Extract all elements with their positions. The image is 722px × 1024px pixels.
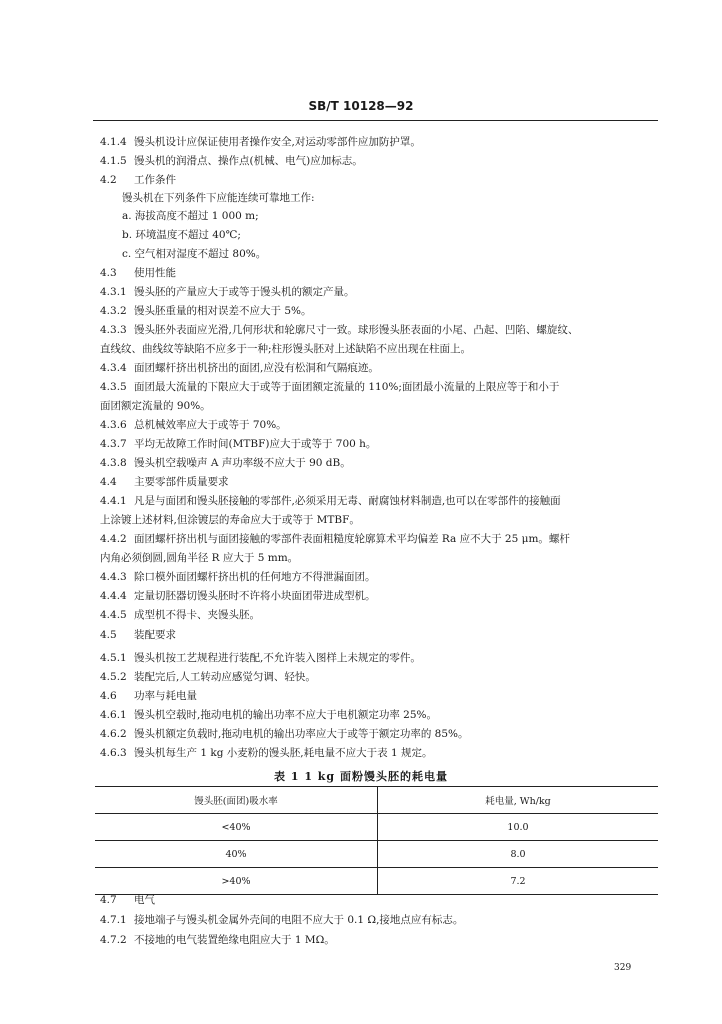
table-cell: 10.0 (378, 814, 659, 841)
table-header-row (95, 787, 658, 814)
table-cell: 7.2 (378, 868, 659, 895)
standard-code-header: SB/T 10128—92 (308, 99, 414, 113)
table-cell: >40% (95, 868, 378, 895)
clause-line: 馒头机在下列条件下应能连续可靠地工作: (122, 192, 315, 204)
clause-line: 4.6.3 馒头机每生产 1 kg 小麦粉的馒头胚,耗电量不应大于表 1 规定。 (100, 747, 433, 759)
page-number: 329 (614, 963, 632, 973)
list-item: c. 空气相对湿度不超过 80%。 (122, 248, 267, 260)
table-row (95, 868, 658, 895)
clause-line: 4.3.4 面团螺杆挤出机挤出的面团,应没有松洞和气隔痕迹。 (100, 362, 379, 374)
clause-line: 4.3.3 馒头胚外表面应光滑,几何形状和轮廓尺寸一致。球形馒头胚表面的小尾、凸起、凹陷、螺旋纹、 (100, 324, 579, 336)
clause-line: 4.4.2 面团螺杆挤出机与面团接触的零部件表面粗糙度轮廓算术平均偏差 Ra 应不大于 25 μm。螺杆 (100, 533, 570, 545)
clause-continuation: 直线纹、曲线纹等缺陷不应多于一种;柱形馒头胚对上述缺陷不应出现在柱面上。 (100, 343, 472, 355)
clause-line: 4.4.3 除口模外面团螺杆挤出机的任何地方不得泄漏面团。 (100, 571, 376, 583)
clause-line: 4.4.4 定量切胚器切馒头胚时不许将小块面团带进成型机。 (100, 590, 376, 602)
clause-continuation: 上涂镀上述材料,但涂镀层的寿命应大于或等于 MTBF。 (100, 514, 360, 526)
section-heading: 4.4 主要零部件质量要求 (100, 476, 229, 488)
clause-line: 4.7.1 接地端子与馒头机金属外壳间的电阻不应大于 0.1 Ω,接地点应有标志。 (100, 914, 464, 926)
column-header-consumption: 耗电量, Wh/kg (378, 787, 659, 814)
section-heading: 4.7 电气 (100, 894, 155, 906)
section-heading: 4.3 使用性能 (100, 267, 176, 279)
clause-line: 4.3.6 总机械效率应大于或等于 70%。 (100, 419, 287, 431)
clause-line: 4.6.1 馒头机空载时,拖动电机的输出功率不应大于电机额定功率 25%。 (100, 709, 438, 721)
clause-line: 4.6.2 馒头机额定负载时,拖动电机的输出功率应大于或等于额定功率的 85%。 (100, 728, 469, 740)
clause-line: 4.1.5 馒头机的润滑点、操作点(机械、电气)应加标志。 (100, 155, 363, 167)
table-row (95, 841, 658, 868)
section-heading: 4.2 工作条件 (100, 174, 176, 186)
clause-line: 4.3.7 平均无故障工作时间(MTBF)应大于或等于 700 h。 (100, 438, 377, 450)
table-cell: 40% (95, 841, 378, 868)
section-heading: 4.5 装配要求 (100, 629, 176, 641)
clause-line: 4.5.1 馒头机按工艺规程进行装配,不允许装入图样上未规定的零件。 (100, 652, 421, 664)
clause-line: 4.1.4 馒头机设计应保证使用者操作安全,对运动零部件应加防护罩。 (100, 136, 421, 148)
clause-line: 4.3.8 馒头机空载噪声 A 声功率级不应大于 90 dB。 (100, 457, 351, 469)
clause-line: 4.3.1 馒头胚的产量应大于或等于馒头机的额定产量。 (100, 286, 355, 298)
clause-line: 4.4.5 成型机不得卡、夹馒头胚。 (100, 609, 260, 621)
clause-line: 4.3.2 馒头胚重量的相对误差不应大于 5%。 (100, 305, 312, 317)
clause-line: 4.5.2 装配完后,人工转动应感觉匀调、轻快。 (100, 671, 316, 683)
clause-continuation: 内角必须倒圆,圆角半径 R 应大于 5 mm。 (100, 552, 299, 564)
list-item: b. 环境温度不超过 40℃; (122, 229, 241, 241)
clause-line: 4.7.2 不接地的电气装置绝缘电阻应大于 1 MΩ。 (100, 934, 335, 946)
table-row (95, 814, 658, 841)
table-cell: 8.0 (378, 841, 659, 868)
section-heading: 4.6 功率与耗电量 (100, 690, 197, 702)
column-header-absorption: 馒头胚(面团)吸水率 (95, 787, 378, 814)
table-caption: 表 1 1 kg 面粉馒头胚的耗电量 (274, 770, 448, 783)
power-consumption-table (95, 786, 658, 895)
table-cell: <40% (95, 814, 378, 841)
clause-continuation: 面团额定流量的 90%。 (100, 400, 211, 412)
clause-line: 4.4.1 凡是与面团和馒头胚接触的零部件,必须采用无毒、耐腐蚀材料制造,也可以在零部件的接触面 (100, 495, 561, 507)
list-item: a. 海拔高度不超过 1 000 m; (122, 210, 259, 222)
clause-line: 4.3.5 面团最大流量的下限应大于或等于面团额定流量的 110%;面团最小流量的上限应等于和小于 (100, 381, 560, 393)
header-rule (93, 120, 658, 121)
